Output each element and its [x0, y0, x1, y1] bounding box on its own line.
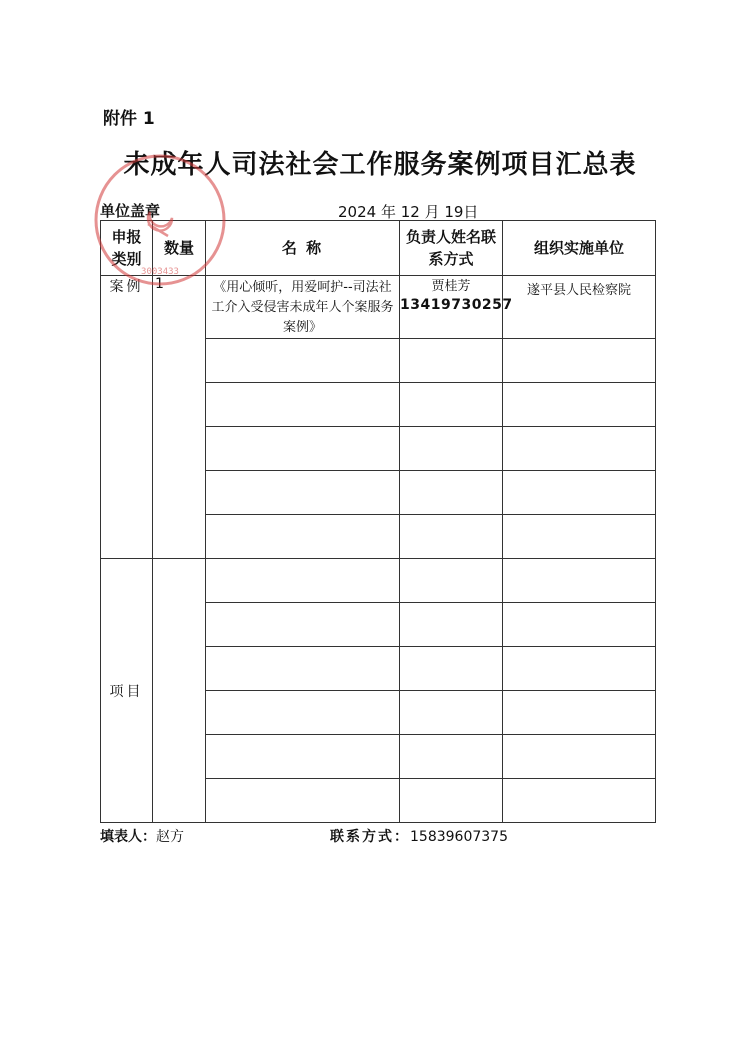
quantity-project — [153, 559, 206, 823]
table-cell — [503, 603, 656, 647]
table-cell — [400, 383, 503, 427]
table-cell — [400, 779, 503, 823]
header-org: 组织实施单位 — [503, 221, 656, 276]
table-cell — [400, 427, 503, 471]
table-cell — [400, 735, 503, 779]
table-cell — [206, 559, 400, 603]
attachment-label: 附件 1 — [103, 109, 155, 129]
table-cell — [503, 735, 656, 779]
category-case: 案例 — [101, 276, 153, 559]
org-cell: 遂平县人民检察院 — [503, 276, 656, 339]
filler-info — [100, 826, 184, 846]
table-cell — [206, 735, 400, 779]
header-quantity: 数量 — [153, 221, 206, 276]
table-cell — [503, 471, 656, 515]
report-date: 2024 年 12 月 19日 — [338, 203, 479, 221]
table-row — [101, 559, 656, 603]
table-cell — [206, 691, 400, 735]
table-cell — [503, 427, 656, 471]
table-cell — [206, 779, 400, 823]
svg-text:3003433: 3003433 — [141, 267, 179, 277]
table-cell — [400, 603, 503, 647]
table-cell — [503, 515, 656, 559]
table-cell — [503, 559, 656, 603]
table-cell — [400, 339, 503, 383]
header-contact: 负责人姓名联系方式 — [400, 221, 503, 276]
case-name-cell: 《用心倾听，用爱呵护--司法社工介入受侵害未成年人个案服务案例》 — [206, 276, 400, 339]
page-title: 未成年人司法社会工作服务案例项目汇总表 — [123, 150, 637, 180]
table-row — [101, 276, 656, 339]
table-cell — [206, 603, 400, 647]
table-cell — [206, 383, 400, 427]
quantity-case: 1 — [153, 276, 206, 559]
table-cell — [400, 515, 503, 559]
table-cell — [400, 471, 503, 515]
filler-name: 赵方 — [156, 829, 184, 845]
header-name: 名 称 — [206, 221, 400, 276]
category-project: 项目 — [101, 559, 153, 823]
person-phone: 13419730257 — [400, 297, 513, 313]
footer-contact — [330, 826, 508, 846]
table-cell — [206, 427, 400, 471]
unit-seal-label: 单位盖章 — [100, 202, 161, 220]
table-cell — [503, 339, 656, 383]
table-cell — [503, 779, 656, 823]
contact-label: 联系方式： — [330, 829, 410, 845]
person-name: 贾桂芳 — [431, 279, 471, 294]
table-cell — [206, 339, 400, 383]
contact-cell — [400, 276, 513, 339]
summary-table — [100, 220, 656, 823]
table-cell — [206, 647, 400, 691]
table-cell — [400, 691, 503, 735]
contact-phone: 15839607375 — [410, 829, 508, 845]
table-cell — [400, 647, 503, 691]
filler-label: 填表人： — [100, 829, 156, 845]
table-cell — [400, 559, 503, 603]
table-cell — [503, 647, 656, 691]
table-cell — [206, 471, 400, 515]
table-cell — [503, 383, 656, 427]
table-cell — [503, 691, 656, 735]
header-row — [101, 221, 656, 276]
table-cell — [206, 515, 400, 559]
header-category: 申报类别 — [101, 221, 153, 276]
